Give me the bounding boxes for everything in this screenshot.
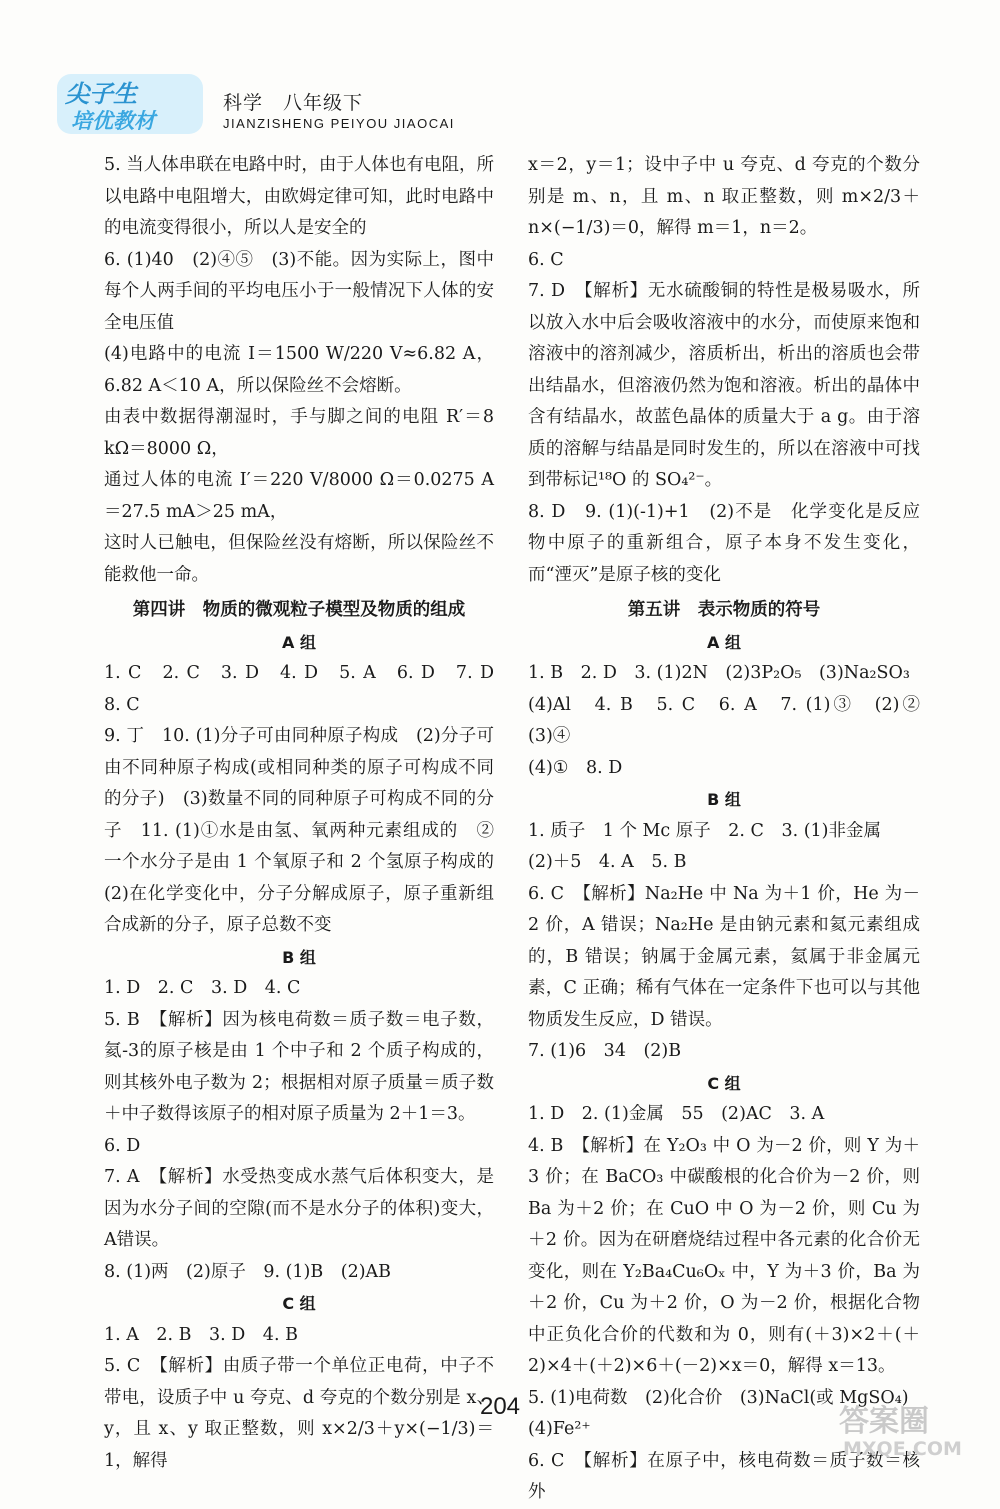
answer-paragraph: 7. (1)6 34 (2)B	[528, 1041, 682, 1061]
answer-paragraph: (4)Fe²⁺	[528, 1419, 591, 1439]
answer-paragraph: 7. A 【解析】水受热变成水蒸气后体积变大，是因为水分子间的空隙(而不是水分子的体积)变大，A错误。	[104, 1167, 494, 1250]
answer-paragraph: 1. D 2. C 3. D 4. C	[104, 978, 301, 998]
group-heading: C 组	[282, 1294, 316, 1313]
answer-paragraph: 1. C 2. C 3. D 4. D 5. A 6. D 7. D 8. C	[104, 663, 512, 715]
answer-paragraph: 1. B 2. D 3. (1)2N (2)3P₂O₅ (3)Na₂SO₃	[528, 663, 910, 683]
section-heading: 第五讲 表示物质的符号	[627, 600, 821, 620]
answer-paragraph: 6. C 【解析】在原子中，核电荷数＝质子数＝核外	[528, 1450, 920, 1502]
group-heading: B 组	[282, 947, 316, 967]
book-subtitle: JIANZISHENG PEIYOU JIAOCAI	[223, 116, 455, 131]
answer-paragraph: 8. (1)两 (2)原子 9. (1)B (2)AB	[104, 1261, 392, 1282]
answer-paragraph: x＝2，y＝1；设中子中 u 夸克、d 夸克的个数分别是 m、n，且 m、n 取正整数，则 m×2/3＋n×(−1/3)＝0，解得 m＝1，n＝2。	[528, 155, 920, 238]
answer-paragraph: 4. B 【解析】在 Y₂O₃ 中 O 为－2 价，则 Y 为＋3 价；在 BaCO₃ 中碳酸根的化合价为－2 价，则 Ba 为＋2 价；在 CuO 中 O 为－2 价，则 Cu 为＋2 价。因为在研磨烧结过程中各元素的化合价无变化，则在 Y₂Ba₄Cu₆Oₓ 中，Y 为＋3 价，Ba 为＋2 价，Cu 为＋2 价，O 为－2 价，根据化合物中正负化合价的代数和为 0，则有(＋3)×2＋(＋2)×4＋(＋2)×6＋(－2)×x＝0，解得 x＝13。	[528, 1135, 920, 1376]
group-heading: B 组	[707, 790, 741, 809]
answer-paragraph: (4)Al 4. B 5. C 6. A 7. (1)③ (2)② (3)④	[528, 694, 938, 746]
answer-paragraph: (4)① 8. D	[528, 757, 623, 778]
svg-text:MXQE.COM: MXQE.COM	[843, 1438, 962, 1460]
answer-paragraph: 由表中数据得潮湿时，手与脚之间的电阻 R′＝8 kΩ＝8000 Ω，	[104, 407, 494, 459]
group-heading: A 组	[707, 632, 741, 652]
answer-paragraph: 这时人已触电，但保险丝没有熔断，所以保险丝不能救他一命。	[104, 533, 494, 585]
watermark-logo	[835, 1395, 985, 1460]
answer-paragraph: 5. (1)电荷数 (2)化合价 (3)NaCl(或 MgSO₄)	[528, 1387, 909, 1408]
answer-paragraph: (2)＋5 4. A 5. B	[528, 852, 687, 872]
group-heading: C 组	[707, 1073, 741, 1093]
answer-paragraph: 1. 质子 1 个 Mc 原子 2. C 3. (1)非金属	[528, 820, 881, 841]
answer-paragraph: 6. C	[528, 249, 564, 270]
logo	[55, 70, 205, 138]
answer-paragraph: 5. B 【解析】因为核电荷数＝质子数＝电子数，氦-3的原子核是由 1 个中子和 2 个质子构成的，则其核外电子数为 2；根据相对原子质量＝质子数＋中子数得该原子的相对原子质量为 2＋1＝3。	[104, 1009, 494, 1124]
answer-paragraph: (4)电路中的电流 I＝1500 W/220 V≈6.82 A，6.82 A＜10 A，所以保险丝不会熔断。	[104, 344, 494, 396]
page-header	[55, 70, 955, 140]
answer-paragraph: 9. 丁 10. (1)分子可由同种原子构成 (2)分子可由不同种原子构成(或相同种类的原子可构成不同的分子) (3)数量不同的同种原子可构成不同的分子 11. (1)①水是由氢、氧两种元素组成的 ②一个水分子是由 1 个氧原子和 2 个氢原子构成的 (2)在化学变化中，分子分解成原子，原子重新组合成新的分子，原子总数不变	[104, 726, 512, 935]
answer-paragraph: 7. D 【解析】无水硫酸铜的特性是极易吸水，所以放入水中后会吸收溶液中的水分，而使原来饱和溶液中的溶剂减少，溶质析出，析出的溶质也会带出结晶水，但溶液仍然为饱和溶液。析出的晶体中含有结晶水，故蓝色晶体的质量大于 a g。由于溶质的溶解与结晶是同时发生的，所以在溶液中可找到带标记¹⁸O 的 SO₄²⁻。	[528, 281, 920, 490]
svg-text:培优教材: 培优教材	[71, 109, 155, 133]
answer-paragraph: 6. C 【解析】Na₂He 中 Na 为＋1 价，He 为－2 价，A 错误；Na₂He 是由钠元素和氦元素组成的，B 错误；钠属于金属元素，氦属于非金属元素，C 正确；稀有气体在一定条件下也可以与其他物质发生反应，D 错误。	[528, 883, 920, 1030]
answer-paragraph: 6. D	[104, 1135, 141, 1156]
page-number: 204	[479, 1393, 521, 1420]
section-heading: 第四讲 物质的微观粒子模型及物质的组成	[132, 600, 466, 620]
answer-paragraph: 6. (1)40 (2)④⑤ (3)不能。因为实际上，图中每个人两手间的平均电压小于一般情况下人体的安全电压值	[104, 249, 494, 333]
right-column	[528, 150, 938, 1509]
answer-paragraph: 1. D 2. (1)金属 55 (2)AC 3. A	[528, 1104, 825, 1124]
answer-paragraph: 1. A 2. B 3. D 4. B	[104, 1324, 298, 1345]
answer-paragraph: 通过人体的电流 I′＝220 V/8000 Ω＝0.0275 A＝27.5 mA＞25 mA，	[104, 470, 494, 522]
svg-text:答案圈: 答案圈	[839, 1404, 929, 1439]
group-heading: A 组	[282, 632, 316, 652]
book-title: 科学 八年级下	[223, 92, 364, 114]
answer-paragraph: 8. D 9. (1)(-1)+1 (2)不是 化学变化是反应物中原子的重新组合，原子本身不发生变化，而“湮灭”是原子核的变化	[528, 501, 920, 585]
svg-text:尖子生: 尖子生	[65, 80, 137, 108]
answer-paragraph: 5. 当人体串联在电路中时，由于人体也有电阻，所以电路中电阻增大，由欧姆定律可知，此时电路中的电流变得很小，所以人是安全的	[104, 155, 494, 238]
answer-paragraph: 5. C 【解析】由质子带一个单位正电荷，中子不带电，设质子中 u 夸克、d 夸克的个数分别是 x、y，且 x、y 取正整数，则 x×2/3＋y×(−1/3)＝1，解得	[104, 1356, 494, 1471]
